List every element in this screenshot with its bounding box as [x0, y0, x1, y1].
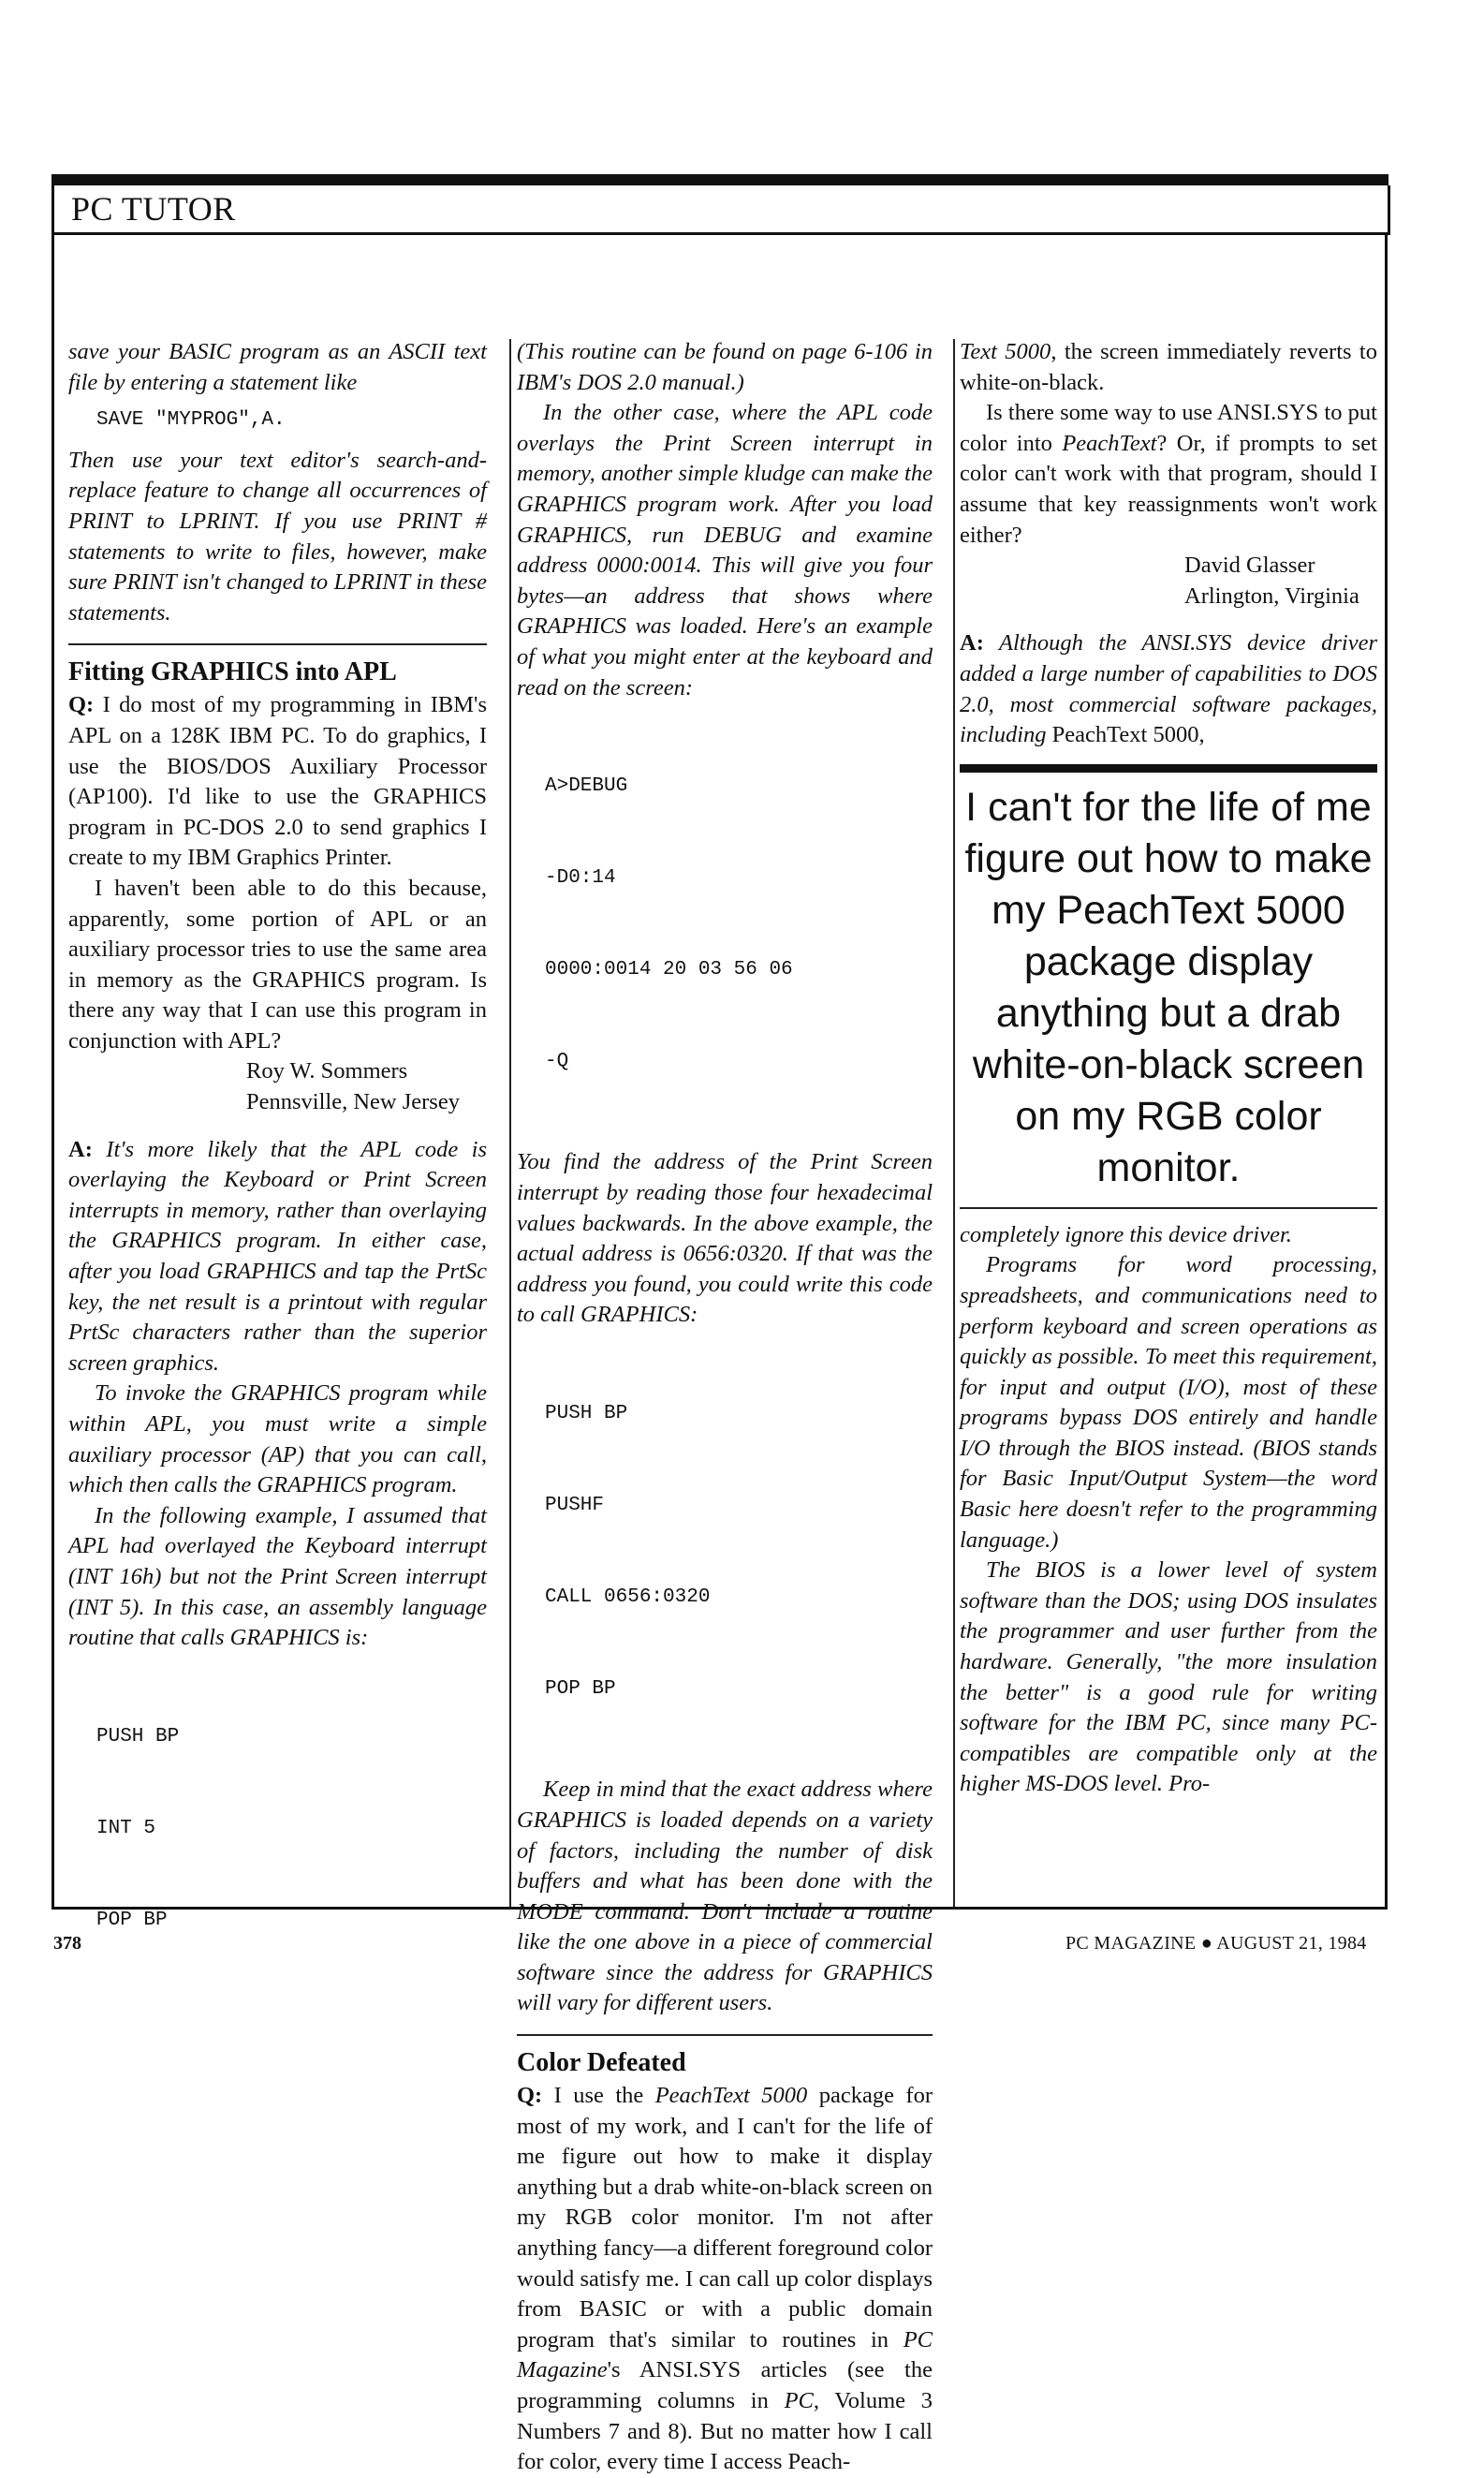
answer-label: A: [960, 630, 984, 656]
section-title: PC TUTOR [71, 190, 236, 228]
question-text: , Volume 3 Numbers 7 and 8). But no matter how I call for color, every time I access Peach- [517, 2388, 933, 2475]
answer-text: Although the ANSI.SYS device driver added a large number of capabilities to DOS 2.0, most commercial software packages, including [960, 630, 1377, 748]
code-line: PUSH BP [545, 1403, 628, 1425]
column-rule-2 [953, 339, 955, 1907]
code-line: -D0:14 [545, 867, 616, 890]
col2-paragraph-1: (This routine can be found on page 6-106 in IBM's DOS 2.0 manual.) [517, 339, 933, 395]
column-2 [517, 337, 933, 2475]
article-heading-color: Color Defeated [517, 2048, 686, 2078]
code-line: -Q [545, 1050, 569, 1072]
code-line: A>DEBUG [545, 775, 628, 798]
product-name: PeachText 5000, [1051, 722, 1205, 748]
col3-answer-paragraph-4: The BIOS is a lower level of system software than the DOS; using DOS insulates the programmer and user further from the hardware. Generally, "the more insulation the better" is a good rule for writing software for the IBM PC, since many PC-compatibles are compatible only at the higher MS-DOS level. Pro- [960, 1557, 1377, 1797]
col1-answer-paragraph-3: In the following example, I assumed that APL had overlayed the Keyboard interrupt (INT 16h) but not the Print Screen interrupt (INT 5). In this case, an assembly language routine that calls GRAPHICS is: [68, 1502, 487, 1651]
section-divider [68, 643, 487, 645]
pullquote-bottom-rule [960, 1207, 1377, 1209]
frame-right-rule [1385, 232, 1388, 1909]
signature-place: Pennsville, New Jersey [246, 1089, 460, 1115]
col3-answer-paragraph-3: Programs for word processing, spreadsheets, and communications need to perform keyboard and screen operations as quickly as possible. To meet this requirement, for input and output (I/O), most of these programs bypass DOS entirely and handle I/O through the BIOS instead. (BIOS stands for Basic Input/Output System—the word Basic here doesn't refer to the programming language.) [960, 1252, 1377, 1553]
col2-paragraph-3: You find the address of the Print Screen interrupt by reading those four hexadecimal values backwards. In the above example, the actual address is 0656:0320. If that was the address you found, you could write this code to call GRAPHICS: [517, 1149, 933, 1328]
publication-footer: PC MAGAZINE ● AUGUST 21, 1984 [1065, 1933, 1367, 1954]
header-top-bar [51, 174, 1388, 185]
signature-name: Roy W. Sommers [246, 1058, 408, 1084]
product-name: Text 5000 [960, 339, 1051, 364]
column-3 [960, 337, 1377, 1907]
page-number: 378 [53, 1933, 81, 1954]
publication-name: PC Magazine [517, 2326, 933, 2383]
col3-answer-paragraph-2: completely ignore this device driver. [960, 1221, 1292, 1247]
answer-text: It's more likely that the APL code is overlaying the Keyboard or Print Screen interrupts in memory, rather than overlaying the GRAPHICS program. In either case, after you load GRAPHICS and tap the PrtSc key, the net result is a printout with regular PrtSc characters rather than the superior screen graphics. [68, 1136, 487, 1376]
code-line: CALL 0656:0320 [545, 1586, 711, 1608]
col1-answer-paragraph-1 [68, 1135, 487, 1379]
spacer [960, 612, 1377, 628]
question-text: package for most of my work, and I can't for the life of me figure out how to make it display anything but a drab white-on-black screen on my RGB color monitor. I'm not after anything fancy—a different foreground color would satisfy me. I can call up color displays from BASIC or with a public domain program that's similar to routines in [517, 2083, 933, 2353]
pullquote-top-rule [960, 764, 1377, 773]
spacer [68, 1118, 487, 1135]
col1-question-paragraph-1 [68, 690, 487, 874]
col1-code-block-1 [68, 406, 487, 436]
pullquote: I can't for the life of me figure out how to make my PeachText 5000 package display anything but a drab white-on-black screen on my RGB color monitor. [964, 784, 1373, 1190]
col3-paragraph-2 [960, 398, 1377, 551]
question-text: Is there some way to use ANSI.SYS to put color into [960, 400, 1377, 456]
article-heading-apl: Fitting GRAPHICS into APL [68, 657, 397, 687]
col2-paragraph-2: In the other case, where the APL code overlays the Print Screen interrupt in memory, another simple kludge can make the GRAPHICS program work. After you load GRAPHICS, run DEBUG and examine address 0000:0014. This will give you four bytes—an address that shows where GRAPHICS was loaded. Here's an example of what you might enter at the keyboard and read on the screen: [517, 400, 933, 701]
col3-paragraph-1 [960, 337, 1377, 398]
col2-question-paragraph [517, 2081, 933, 2478]
signature-place: Arlington, Virginia [1184, 583, 1359, 609]
col2-code-block-2 [517, 1338, 933, 1765]
product-name: PeachText 5000 [654, 2083, 808, 2109]
product-name: PeachText [1062, 430, 1157, 456]
code-line: SAVE "MYPROG",A. [96, 409, 286, 432]
col1-paragraph-2: Then use your text editor's search-and-replace feature to change all occurrences of PRINT to LPRINT. If you use PRINT # statements to write to files, however, make sure PRINT isn't changed to LPRINT in these statements. [68, 447, 487, 626]
code-line: PUSHF [545, 1494, 605, 1516]
col1-paragraph-1: save your BASIC program as an ASCII text file by entering a statement like [68, 339, 487, 395]
question-label: Q: [517, 2083, 543, 2109]
publication-name: PC [784, 2388, 814, 2413]
code-line: POP BP [96, 1909, 168, 1931]
signature-name: David Glasser [1184, 553, 1315, 579]
code-line: INT 5 [96, 1817, 156, 1839]
code-line: POP BP [545, 1677, 616, 1700]
code-line: 0000:0014 20 03 56 06 [545, 958, 793, 981]
question-text: I do most of my programming in IBM's APL on a 128K IBM PC. To do graphics, I use the BIOS/DOS Auxiliary Processor (AP100). I'd like to use the GRAPHICS program in PC-DOS 2.0 to send graphics I create to my IBM Graphics Printer. [68, 692, 487, 871]
col2-code-block-1 [517, 711, 933, 1138]
question-label: Q: [68, 692, 95, 718]
col1-question-paragraph-2: I haven't been able to do this because, apparently, some portion of APL or an auxiliary processor tries to use the same area in memory as the GRAPHICS program. Is there any way that I can use this program in conjunction with APL? [68, 875, 487, 1054]
column-rule-1 [509, 339, 511, 1907]
question-text: I use the [542, 2083, 655, 2109]
col3-answer-paragraph-1 [960, 628, 1377, 750]
col2-paragraph-4: Keep in mind that the exact address where GRAPHICS is loaded depends on a variety of factors, including the number of disk buffers and what has been done with the MODE command. Don't include a routine like the one above in a piece of commercial software since the address for GRAPHICS will vary for different users. [517, 1777, 933, 2016]
header-box [51, 185, 1390, 235]
column-1 [68, 337, 487, 1931]
section-divider [517, 2034, 933, 2036]
answer-label: A: [68, 1136, 93, 1162]
question-text: 's ANSI.SYS articles (see the programming columns in [517, 2357, 933, 2413]
col1-code-block-2 [68, 1661, 487, 1998]
col1-answer-paragraph-2: To invoke the GRAPHICS program while within APL, you must write a simple auxiliary processor (AP) that you can call, which then calls the GRAPHICS program. [68, 1380, 487, 1498]
question-text: , the screen immediately reverts to white-on-black. [960, 339, 1377, 395]
frame-left-rule [51, 232, 54, 1909]
question-text: ? Or, if prompts to set color can't work with that program, should I assume that key reassignments won't work either? [960, 430, 1377, 548]
code-line: PUSH BP [96, 1725, 180, 1748]
